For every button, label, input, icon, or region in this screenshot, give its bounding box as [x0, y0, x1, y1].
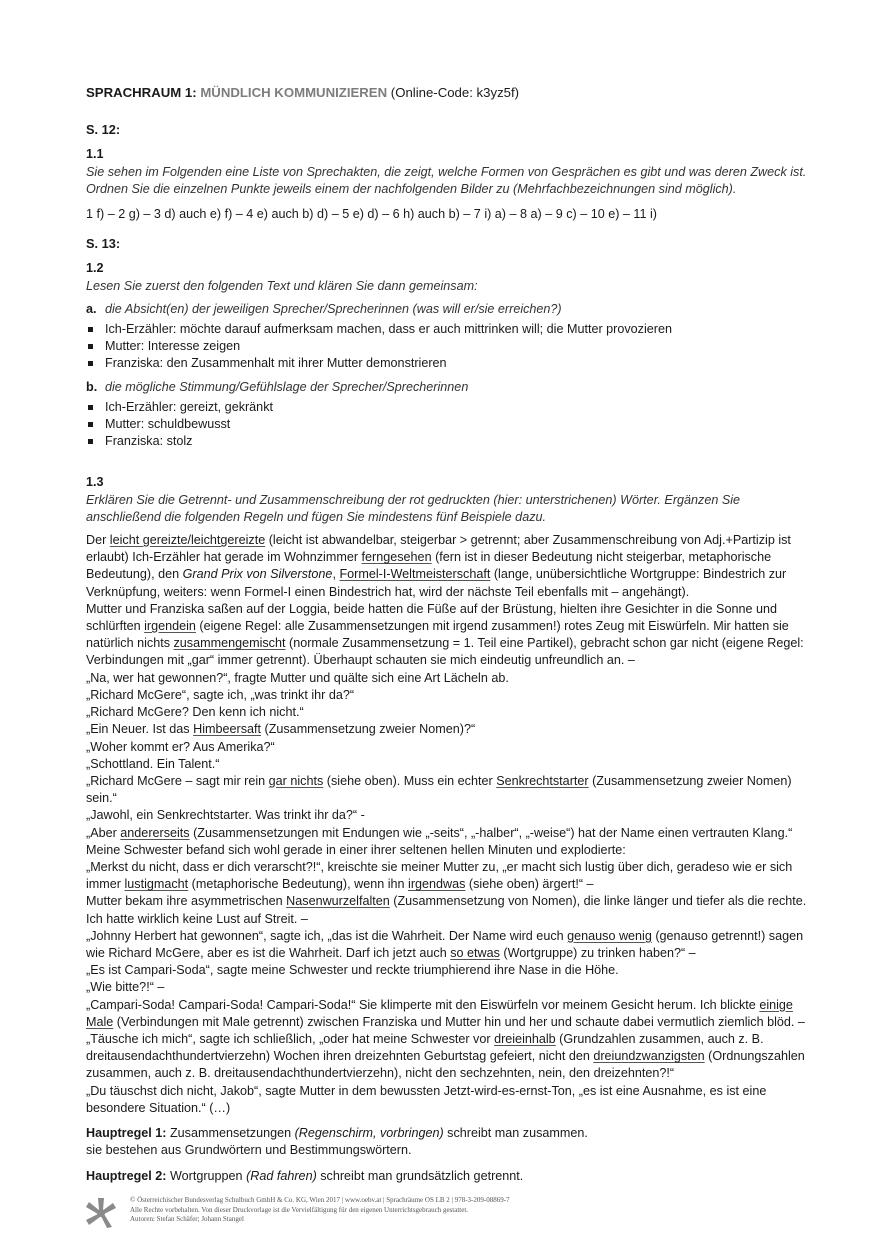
story-line: „Wie bitte?!“ – — [86, 980, 165, 995]
story-line: „Merkst du nicht, dass er dich verarscht?!“, kreischte sie meiner Mutter zu, „er macht sich lustig über dich, geradeso wie er sich immer lustigmacht (metaphorische Bedeutung), wenn ihn irgendwas (siehe oben) ärgert!“ – — [86, 859, 793, 892]
marked-word: gar nichts — [268, 773, 324, 788]
rule-examples: (Regenschirm, vorbringen) — [294, 1125, 444, 1140]
marked-word: dreieinhalb — [494, 1031, 556, 1046]
marked-word: Nasenwurzelfalten — [286, 894, 390, 909]
story-line: Meine Schwester befand sich wohl gerade in einer ihrer seltenen hellen Minuten und explodierte: — [86, 842, 626, 857]
story-line: „Jawohl, ein Senkrechtstarter. Was trinkt ihr da?“ - — [86, 808, 365, 823]
marked-word: ferngesehen — [361, 550, 432, 565]
marked-word: irgendein — [144, 619, 196, 634]
task-number-1-3: 1.3 — [86, 475, 104, 490]
rule-examples: (Rad fahren) — [246, 1169, 317, 1184]
list-item: Ich-Erzähler: gereizt, gekränkt — [86, 399, 808, 416]
marked-word: zusammengemischt — [173, 636, 286, 651]
story-line: Mutter bekam ihre asymmetrischen Nasenwurzelfalten (Zusammensetzung von Nomen), die linke länger und tiefer als die rechte. Ich hatte wirklich keine Lust auf Streit. – — [86, 894, 807, 926]
section-label-s12: S. 12: — [86, 122, 121, 138]
answer-list-b — [86, 399, 808, 451]
subtask-letter: b. — [86, 379, 98, 394]
answer-list-a — [86, 321, 808, 373]
list-item: Franziska: den Zusammenhalt mit ihrer Mutter demonstrieren — [86, 355, 808, 372]
authors-line: Autoren: Stefan Schäfer; Johann Stangel — [130, 1215, 244, 1224]
section-label-s13: S. 13: — [86, 236, 121, 252]
title-topic: MÜNDLICH KOMMUNIZIEREN — [200, 85, 388, 100]
story-line: „Richard McGere? Den kenn ich nicht.“ — [86, 705, 304, 720]
marked-word: irgendwas — [408, 877, 466, 892]
story-line: „Richard McGere“, sagte ich, „was trinkt ihr da?“ — [86, 687, 355, 702]
task-instruction-1-1: Sie sehen im Folgenden eine Liste von Sprechakten, die zeigt, welche Formen von Gesprächen es gibt und was deren Zweck ist. Ordnen Sie die einzelnen Punkte jeweils einem der nachfolgenden Bilder zu (Mehrfachbezeichnungen sind möglich). — [86, 164, 807, 196]
story-line: „Campari-Soda! Campari-Soda! Campari-Soda!“ Sie klimperte mit den Eiswürfeln vor meinem Gesicht herum. Ich blickte einige Male (Verbindungen mit Male getrennt) zwischen Franziska und Mutter hin und her und schaute dabei vermutlich ziemlich blöd. – — [86, 997, 805, 1029]
story-text — [86, 532, 808, 1117]
worksheet-page — [86, 84, 808, 1186]
story-paragraph: Der leicht gereizte/leichtgereizte (leicht ist abwandelbar, steigerbar > getrennt; aber Zusammenschreibung von Adj.+Partizip ist erlaubt) Ich-Erzähler hat gerade im Wohnzimmer ferngesehen (fern ist in dieser Bedeutung nicht steigerbar, metaphorische Bedeutung), den Grand Prix von Silverstone, Formel-I-Weltmeisterschaft (lange, unübersichtliche Wortgruppe: Bindestrich zur Verknüpfung, weiters: wenn Formel-I einen Bindestrich hat, wird der nächste Teil ebenfalls mit – angehängt). — [86, 533, 791, 599]
copyright-notice — [130, 1196, 510, 1225]
list-item: Mutter: Interesse zeigen — [86, 338, 808, 355]
rule-answer: sie bestehen aus Grundwörtern und Bestimmungswörtern. — [86, 1143, 412, 1158]
story-line: „Du täuschst dich nicht, Jakob“, sagte Mutter in dem bewussten Jetzt-wird-es-ernst-Ton, „es ist eine Ausnahme, es ist eine besondere Situation.“ (…) — [86, 1083, 767, 1115]
main-rule-2: Hauptregel 2: Wortgruppen (Rad fahren) schreibt man grundsätzlich getrennt. — [86, 1169, 524, 1184]
marked-word: Himbeersaft — [193, 722, 261, 737]
main-rule-1: Hauptregel 1: Zusammensetzungen (Regenschirm, vorbringen) schreibt man zusammen. sie bestehen aus Grundwörtern und Bestimmungswörtern. — [86, 1125, 588, 1158]
publisher-logo-icon — [86, 1198, 116, 1228]
copyright-line: © Österreichischer Bundesverlag Schulbuch GmbH & Co. KG, Wien 2017 | www.oebv.at | Sprachräume OS LB 2 | 978-3-209-08869-7 — [130, 1196, 510, 1204]
marked-word: so etwas — [450, 945, 500, 960]
list-item: Franziska: stolz — [86, 433, 808, 450]
story-line: „Richard McGere – sagt mir rein gar nichts (siehe oben). Muss ein echter Senkrechtstarter (Zusammensetzung zweier Nomen) sein.“ — [86, 773, 792, 806]
subtask-question: die Absicht(en) der jeweiligen Sprecher/Sprecherinnen (was will er/sie erreichen?) — [105, 301, 562, 316]
marked-word: genauso wenig — [567, 928, 652, 943]
story-line: „Es ist Campari-Soda“, sagte meine Schwester und reckte triumphierend ihre Nase in die Höhe. — [86, 963, 619, 978]
story-line: „Ein Neuer. Ist das Himbeersaft (Zusammensetzung zweier Nomen)?“ — [86, 722, 476, 737]
rule-label: Hauptregel 2: — [86, 1169, 167, 1184]
subtask-letter: a. — [86, 301, 97, 316]
marked-word: einige Male — [86, 997, 793, 1029]
task-answer-1-1: 1 f) – 2 g) – 3 d) auch e) f) – 4 e) auch b) d) – 5 e) d) – 6 h) auch b) – 7 i) a) – 8 a) – 9 c) – 10 e) – 11 i) — [86, 207, 657, 222]
story-paragraph: Mutter und Franziska saßen auf der Loggia, beide hatten die Füße auf der Brüstung, hielten ihre Gesichter in die Sonne und schlürften irgendein (eigene Regel: alle Zusammensetzungen mit irgend zusammen!) rotes Zeug mit Eiswürfeln. Mir hatten sie natürlich nichts zusammengemischt (normale Zusammensetzung = 1. Teil eine Partikel), gebracht schon gar nicht (eigene Regel: Verbindungen mit „gar“ immer getrennt). Überhaupt schauten sie mich eindeutig unfreundlich an. – — [86, 601, 804, 668]
marked-word: leicht gereizte/leichtgereizte — [109, 533, 266, 548]
marked-word: Senkrechtstarter — [496, 773, 589, 788]
task-number-1-1: 1.1 — [86, 147, 104, 162]
task-number-1-2: 1.2 — [86, 261, 104, 276]
list-item: Mutter: schuldbewusst — [86, 416, 808, 433]
subtask-b — [86, 379, 808, 396]
rule-label: Hauptregel 1: — [86, 1125, 167, 1140]
story-line: „Johnny Herbert hat gewonnen“, sagte ich, „das ist die Wahrheit. Der Name wird euch genauso wenig (genauso getrennt!) sagen wie Richard McGere, aber es ist die Wahrheit. Darf ich jetzt auch so etwas (Wortgruppe) zu trinken haben?“ – — [86, 928, 804, 960]
online-code: (Online-Code: k3yz5f) — [390, 85, 520, 100]
marked-word: dreiundzwanzigsten — [593, 1049, 705, 1064]
marked-word: lustigmacht — [124, 877, 189, 892]
story-line: „Woher kommt er? Aus Amerika?“ — [86, 739, 275, 754]
task-instruction-1-2: Lesen Sie zuerst den folgenden Text und klären Sie dann gemeinsam: — [86, 278, 478, 293]
subtask-question: die mögliche Stimmung/Gefühlslage der Sprecher/Sprecherinnen — [105, 379, 469, 394]
list-item: Ich-Erzähler: möchte darauf aufmerksam machen, dass er auch mittrinken will; die Mutter provozieren — [86, 321, 808, 338]
subtask-a — [86, 301, 808, 318]
story-line: „Schottland. Ein Talent.“ — [86, 756, 220, 771]
story-line: „Na, wer hat gewonnen?“, fragte Mutter und quälte sich eine Art Lächeln ab. — [86, 670, 509, 685]
marked-word: andererseits — [120, 825, 190, 840]
task-instruction-1-3: Erklären Sie die Getrennt- und Zusammenschreibung der rot gedruckten (hier: unterstrichenen) Wörter. Ergänzen Sie anschließend die folgenden Regeln und fügen Sie mindestens fünf Beispiele dazu. — [86, 492, 741, 524]
marked-word: Formel-I-Weltmeisterschaft — [339, 567, 491, 582]
story-line: „Täusche ich mich“, sagte ich schließlich, „oder hat meine Schwester vor dreieinhalb (Grundzahlen zusammen, auch z. B. dreitausendachthundertvierzehn) Wochen ihren dreizehnten Geburtstag gefeiert, nicht den dreiundzwanzigsten (Ordnungszahlen zusammen, auch z. B. dreitausendachthundertvierzehn), nicht den sechzehnten, nein, den dreizehnten?!“ — [86, 1031, 805, 1081]
title-prefix: SPRACHRAUM 1: — [86, 85, 197, 100]
copyright-line: Alle Rechte vorbehalten. Von dieser Druckvorlage ist die Vervielfältigung für den eigenen Unterrichtsgebrauch gestattet. — [130, 1205, 469, 1214]
page-title — [86, 84, 808, 101]
story-line: „Aber andererseits (Zusammensetzungen mit Endungen wie „-seits“, „-halber“, „-weise“) hat der Name einen vertrauten Klang.“ — [86, 825, 793, 840]
race-title: Grand Prix von Silverstone — [182, 567, 333, 582]
